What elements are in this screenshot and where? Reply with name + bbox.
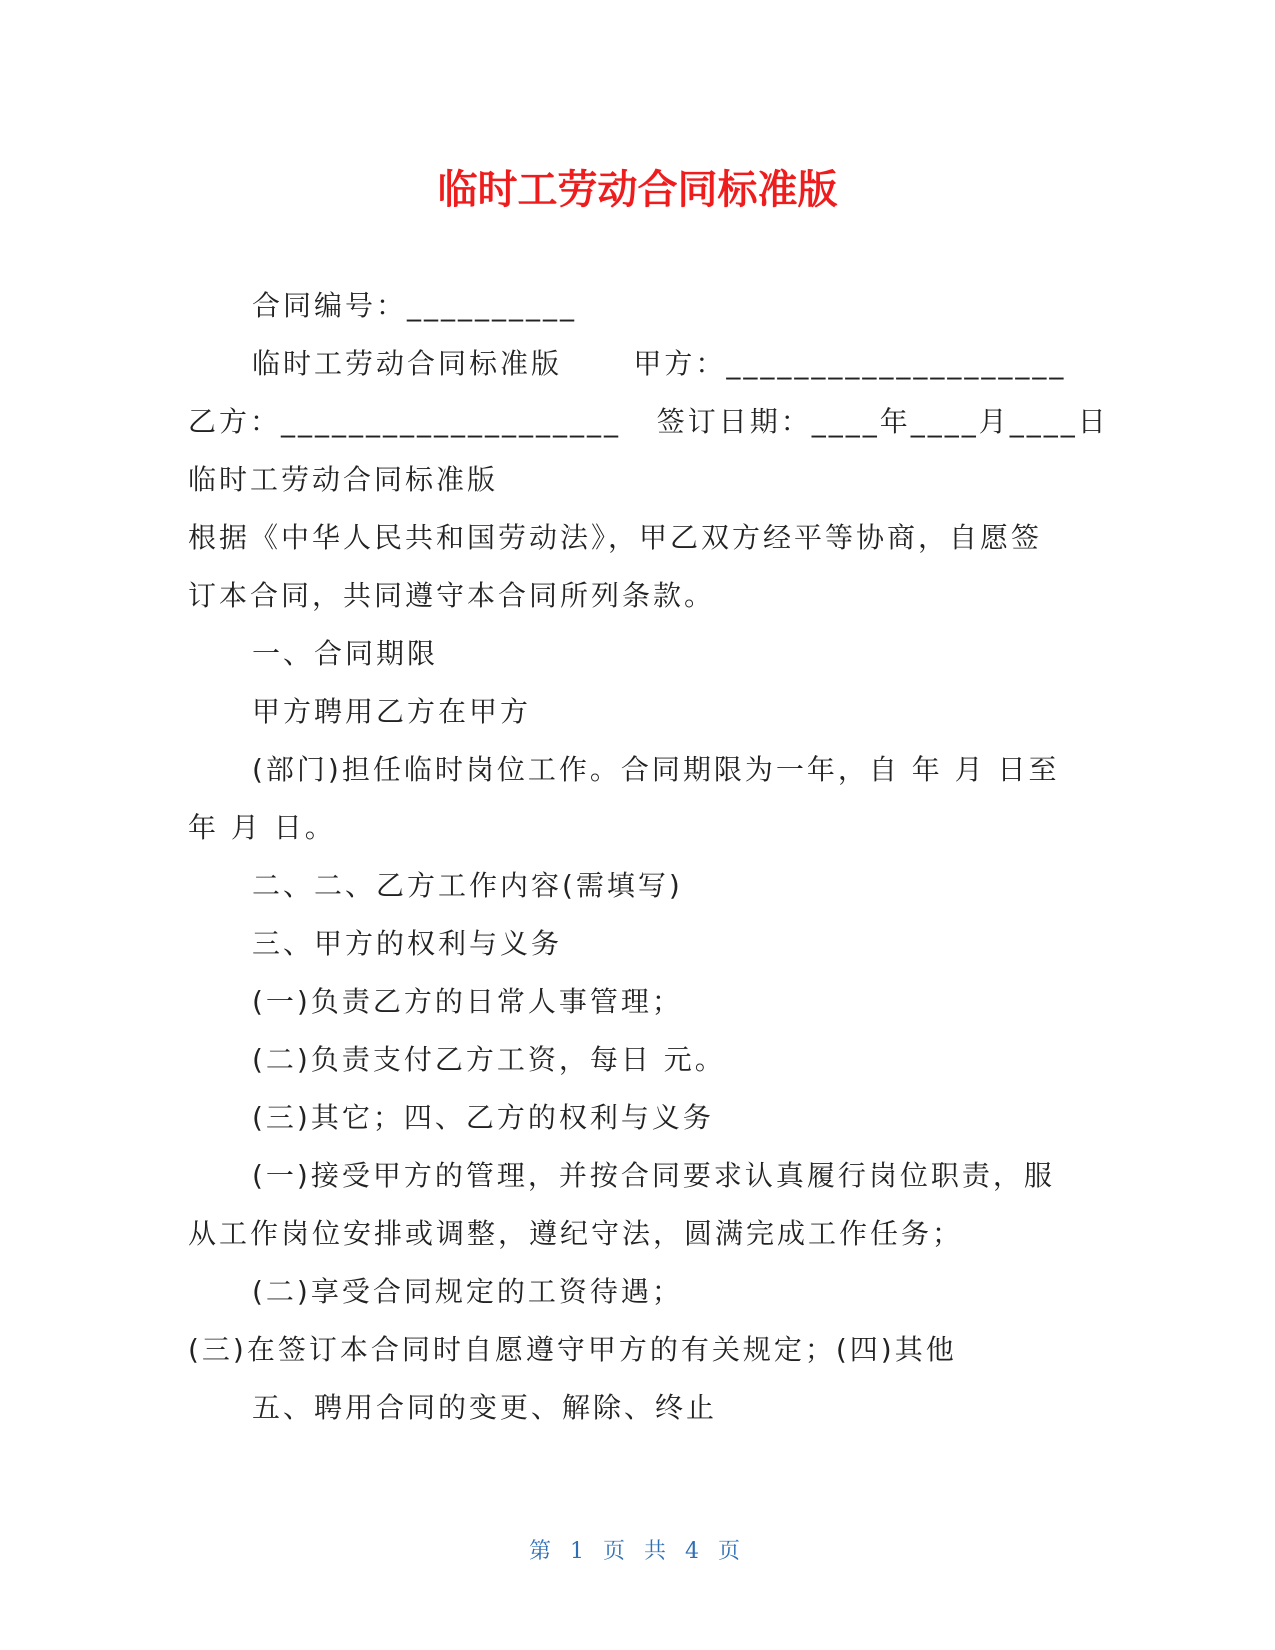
party-b-date-line: 乙方：____________________ 签订日期：____年____月____日	[188, 405, 1109, 438]
footer-total-pages: 4	[685, 1539, 705, 1564]
section-3-item-3-and-section-4-heading: (三)其它；四、乙方的权利与义务	[252, 1101, 714, 1134]
section-4-items-3-4: (三)在签订本合同时自愿遵守甲方的有关规定；(四)其他	[188, 1333, 957, 1366]
section-1-paragraph-3: 年 月 日。	[188, 811, 336, 844]
section-2-heading: 二、二、乙方工作内容(需填写)	[252, 869, 683, 902]
section-4-item-2: (二)享受合同规定的工资待遇；	[252, 1275, 683, 1308]
section-4-item-1-line-1: (一)接受甲方的管理，并按合同要求认真履行岗位职责，服	[252, 1159, 1055, 1192]
preamble-line-1: 根据《中华人民共和国劳动法》，甲乙双方经平等协商，自愿签	[188, 521, 1043, 554]
footer-suffix: 页	[718, 1539, 747, 1564]
contract-number-line: 合同编号：__________	[252, 289, 578, 322]
section-1-paragraph-1: 甲方聘用乙方在甲方	[252, 695, 532, 728]
page-footer	[0, 1534, 1275, 1565]
party-a-line: 临时工劳动合同标准版 甲方：____________________	[252, 347, 1067, 380]
section-3-item-1: (一)负责乙方的日常人事管理；	[252, 985, 683, 1018]
document-title: 临时工劳动合同标准版	[437, 167, 838, 213]
section-3-item-2: (二)负责支付乙方工资，每日 元。	[252, 1043, 726, 1076]
footer-prefix: 第	[528, 1539, 557, 1564]
footer-middle: 页 共	[603, 1539, 672, 1564]
section-3-heading: 三、甲方的权利与义务	[252, 927, 563, 960]
subtitle-line: 临时工劳动合同标准版	[188, 463, 499, 496]
section-1-paragraph-2: (部门)担任临时岗位工作。合同期限为一年，自 年 月 日至	[252, 753, 1060, 786]
section-4-item-1-line-2: 从工作岗位安排或调整，遵纪守法，圆满完成工作任务；	[188, 1217, 964, 1250]
footer-page-number: 1	[570, 1539, 590, 1564]
section-1-heading: 一、合同期限	[252, 637, 439, 670]
preamble-line-2: 订本合同，共同遵守本合同所列条款。	[188, 579, 716, 612]
section-5-heading: 五、聘用合同的变更、解除、终止	[252, 1391, 718, 1424]
